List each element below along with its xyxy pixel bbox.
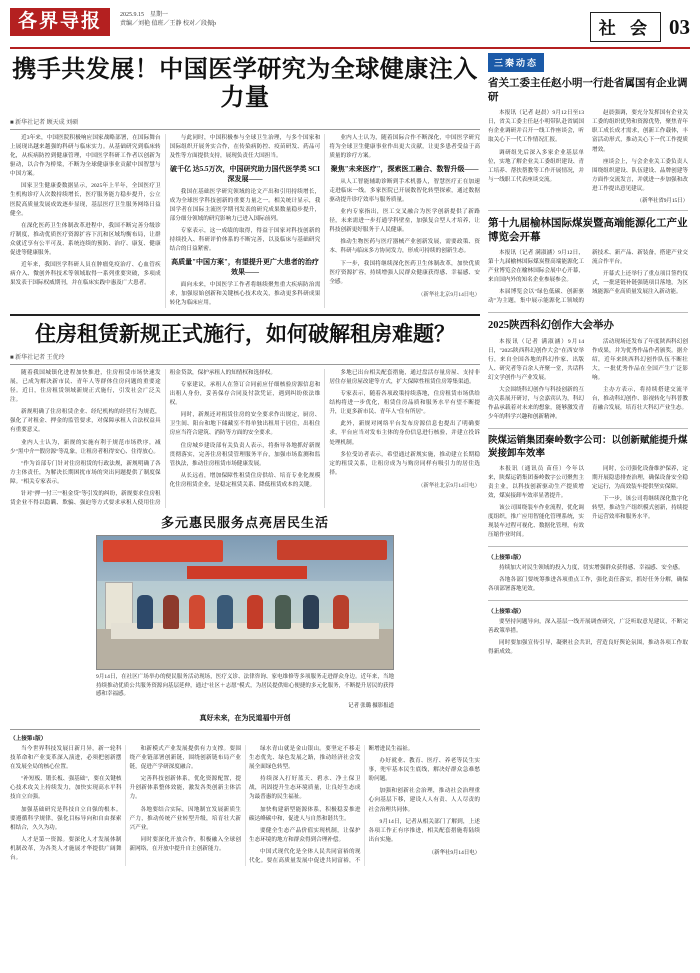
divider	[488, 312, 688, 313]
paragraph: 针对"押一付三""租金贷"等引发的纠纷，新规要求住房租赁企业不得以隐瞒、欺骗、强迫等方式要求承租人使用住房租金贷款，保护承租人的知情权和选择权。	[10, 370, 276, 506]
masthead-credits: 责编／刘艳 值班／王静 校对／段振þ	[120, 21, 217, 28]
paragraph: 同时要加强宣传引导，凝聚社会共识，营造良好舆论氛围，推动各项工作取得新成效。	[488, 640, 688, 656]
paragraph: 随着我国城镇化进程加快推进，住房租赁市场快速发展，已成为解决新市民、青年人等群体住房问题的重要途径。近日，住房租赁领域新规正式施行，引发社会广泛关注。	[10, 370, 161, 404]
paragraph: 加快构建新型能源体系，积极稳妥推进碳达峰碳中和，促进人与自然和谐共生。	[249, 806, 361, 822]
continuation-block-bottom	[488, 607, 688, 657]
paragraph: 赵晨强调，要充分发挥国有企业关工委的组织优势和资源优势，聚焦青年职工成长成才需求，创新工作载体，丰富活动形式，推动关心下一代工作提质增效。	[592, 110, 688, 153]
divider	[10, 314, 480, 316]
subheading: 聚焦"未来医疗"，探索医工融合、数智升级——	[330, 165, 479, 174]
lead-body	[10, 134, 480, 308]
paragraph: 新规明确了住房租赁企业、经纪机构的经营行为规范，强化了对租金、押金的监管要求，对保障承租人合法权益具有重要意义。	[10, 409, 161, 434]
paragraph: 人才是第一资源。要深化人才发展体制机制改革，为各类人才施展才华提供广阔舞台。	[10, 836, 122, 861]
continuation-block-top	[488, 553, 688, 594]
paragraph: 专家建议，承租人在签订合同前应仔细核验房源信息和出租人身份，妥善保存合同及付款凭证，遇到纠纷依法维权。	[169, 382, 321, 407]
divider	[488, 546, 688, 547]
lead-headline: 携手共发展！中国医学研究为全球健康注入力量	[12, 57, 478, 111]
page-columns	[10, 53, 690, 866]
paragraph: 此外，新规对网络平台发布房源信息也提出了明确要求，平台应当对发布主体的身份信息进行核验，并建立投诉处理机制。	[329, 421, 480, 446]
masthead	[10, 8, 690, 49]
bottom-continuation	[10, 745, 480, 866]
paragraph: 业内人士认为，随着国际合作不断深化，中国医学研究将为全球卫生健康事业作出更大贡献，让更多患者受益于高质量的诊疗方案。	[329, 135, 480, 160]
news-byline: 本报讯（记者 满淑涵）9月12日，第十九届榆林国际煤炭暨高端能源化工产业博览会在榆林国际会展中心开幕，来自国内外的知名企业参展参会。	[488, 250, 584, 284]
paragraph: 住房城乡建设部有关负责人表示，将指导各地抓好新规贯彻落实，完善住房租赁管理服务平台，加强市场监测和监管执法，推动住房租赁市场健康发展。	[169, 442, 321, 467]
news-title: 2025陕西科幻创作大会举办	[488, 320, 614, 332]
paragraph: 多位受访者表示，希望通过新规实施，推动建立长期稳定的租赁关系，让租房成为与购房同样有吸引力的居住选择。	[329, 451, 480, 476]
masthead-meta	[120, 8, 216, 30]
paragraph: 各地各部门要统筹推进各项重点工作，强化责任落实，抓好任务分解，确保各项部署落地见效。	[488, 577, 688, 593]
paragraph: 加强和创新社会治理，推动社会治理重心向基层下移，建设人人有责、人人尽责的社会治理共同体。	[368, 788, 480, 813]
lead-byline: ■ 新华社记者 顾天成 刘硕	[10, 117, 480, 130]
paragraph: 专家表示，这一成绩的取得，得益于国家对科技创新的持续投入、科研评价体系的不断完善，以及临床与基础研究结合的日益紧密。	[169, 228, 321, 253]
news-item	[488, 77, 688, 204]
masthead-right	[590, 8, 690, 42]
paragraph: 要坚持问题导向，深入基层一线开展调查研究，广泛听取意见建议，不断完善政策举措。	[488, 619, 688, 635]
photo-feature	[96, 512, 394, 709]
paragraph: 主办方表示，将持续搭建交流平台，推动科幻创作、影视转化与科普教育融合发展，培育壮大科幻产业生态。	[592, 386, 688, 411]
paragraph: 办好就业、教育、医疗、养老等民生实事，兜牢基本民生底线，解决好群众急难愁盼问题。	[368, 758, 480, 783]
news-title: 省关工委主任赵小明一行赴省属国有企业调研	[488, 78, 688, 104]
paragraph: 业内专家指出，医工交叉融合为医学创新提供了新路径，未来需进一步打通学科壁垒，加强复合型人才培养，让科技创新更好服务于人民健康。	[329, 209, 480, 234]
second-body	[10, 369, 480, 508]
bottom-endnote: （新华社9月14日电）	[428, 849, 480, 856]
paragraph: 大会围绕科幻创作与科技创新的互动关系展开研讨，与会嘉宾认为，科幻作品承载着对未来的想象，能够激发青少年的科学兴趣和创新精神。	[488, 386, 584, 420]
left-column	[10, 53, 480, 866]
paragraph: 当今世界科技发展日新月异，新一轮科技革命和产业变革深入演进，必须把创新摆在发展全局的核心位置。	[10, 746, 122, 771]
paragraph: 该公司围绕装车作业流程，优化调度组织，推广应用智能化管理系统，实现装车过程可视化、数据化管理，有效压缩作业时间。	[488, 504, 584, 538]
news-item	[488, 435, 688, 540]
paragraph: 加强基础研究是科技自立自强的根本。要遵循科学规律，强化目标导向和自由探索相结合，久久为功。	[10, 806, 122, 831]
lead-endnote: （新华社北京9月14日电）	[417, 291, 480, 298]
news-endnote: （新华社省9月15日）	[636, 197, 688, 204]
paragraph: 同时，新规还对租赁住房的安全要求作出规定，厨房、卫生间、阳台和地下储藏室不得单独出租用于居住，出租住房应当符合建筑、消防等方面的安全要求。	[169, 412, 321, 437]
paragraph: 从人工智能辅助诊断到手术机器人，智慧医疗正在加速走进临床一线。多家医院已开展数智化转型探索，通过数据驱动提升诊疗效率与服务质量。	[329, 179, 480, 204]
paragraph: 推动生物医药与医疗器械产业创新发展，需要政策、资本、科研与临床多方协同发力，形成可持续的创新生态。	[329, 239, 480, 255]
mid-note: 真好未来，在为民道福中开创	[199, 714, 291, 723]
second-byline: ■ 新华社记者 王优玲	[10, 352, 480, 365]
paragraph: 完善科技创新体系，优化资源配置，提升创新体系整体效能，激发各类创新主体活力。	[129, 776, 241, 801]
paragraph: 下一步，该公司将继续深化数字化转型，推动生产组织模式创新，持续提升运营效率和服务水平。	[592, 495, 688, 520]
paragraph: 面向未来，中国医学工作者将继续聚焦重大疾病防治需求，加强原始创新和关键核心技术攻关，推动更多科研成果转化为临床应用。	[169, 281, 321, 306]
photo-title: 多元惠民服务点亮居民生活	[160, 514, 329, 530]
photo-credit: 记者 张璐 摄影报道	[348, 703, 394, 710]
divider	[488, 600, 688, 601]
paragraph: 和新模式产业发展提供有力支撑。要围绕产业链部署创新链，围绕创新链布局产业链，促进产学研深度融合。	[129, 746, 241, 771]
module-header-sanqin: 三秦动态	[488, 53, 544, 72]
news-item	[488, 217, 688, 307]
paragraph: 近3年来，中国医院积极响应国家战略部署，在国际舞台上展现出越来越强的科研与临床实力。从基础研究到临床转化，从疾病防控到健康管理，中国医学科研工作者以创新为驱动，以合作为桥梁，不断为全球健康事业贡献中国智慧与中国方案。	[10, 135, 161, 178]
paragraph: 本届博览会以"绿色低碳、创新驱动"为主题，集中展示能源化工领域的新技术、新产品、新装备，搭建产业交流合作平台。	[488, 250, 688, 305]
section-name: 社 会	[590, 12, 661, 42]
news-item	[488, 319, 688, 422]
second-headline: 住房租赁新规正式施行，如何破解租房难题？	[35, 321, 455, 346]
paragraph: 从长远看，增加保障性租赁住房供给、培育专业化规模化住房租赁企业，是稳定租赁关系、降低租赁成本的关键。	[169, 472, 321, 488]
divider	[10, 729, 480, 730]
right-column	[488, 53, 688, 866]
paragraph: 持续加大对民生领域的投入力度，切实增强群众获得感、幸福感、安全感。	[499, 564, 684, 571]
paragraph: 专家表示，随着各项政策持续落地，住房租赁市场供给结构将进一步优化，租赁住房品质和服务水平有望不断提升，让更多新市民、青年人"住有所居"。	[329, 391, 480, 416]
continuation-tag: （上接第1版）	[10, 736, 47, 743]
paragraph: "补短板、锻长板、强基础"，要在关键核心技术攻关上持续发力，加快实现高水平科技自立自强。	[10, 776, 122, 801]
subheading: 破千亿 达5.5万次，中国研究助力国代医学类 SCI 深发展——	[170, 165, 320, 184]
paragraph: 与此同时，中国积极参与全球卫生治理，与多个国家和国际组织开展务实合作，在传染病防控、疫苗研发、药品可及性等方面提供支持，展现负责任大国担当。	[169, 135, 321, 160]
newspaper-logo: 各界导报	[10, 8, 110, 36]
masthead-date: 2025.9.15	[120, 12, 145, 18]
divider	[488, 428, 688, 429]
subheading: 高质量"中国方案"，有望提升更广大患者的治疗效果——	[171, 258, 319, 277]
paragraph: 多地已出台相关配套措施，通过盘活存量房屋、支持非居住存量房屋改建等方式，扩大保障性租赁住房筹集渠道。	[329, 370, 480, 386]
paragraph: 近年来，我国医学科研人员在肿瘤免疫治疗、心血管疾病介入、微创外科技术等领域取得一系列重要突破，多项成果发表于国际权威期刊，并在临床实践中惠及广大患者。	[10, 261, 161, 286]
paragraph: 我国在基础医学研究领域的论文产出和引用持续增长，成为全球医学科技创新的重要力量之一。相关统计显示，我国学者在国际主流医学期刊发表的研究成果数量稳步提升，部分细分领域的研究影响力已进入国际前列。	[169, 188, 321, 223]
paragraph: 活动现场还发布了年度陕西科幻创作成果，并为优秀作品作者颁奖。据介绍，近年来陕西科幻创作队伍不断壮大，一批优秀作品在全国产生广泛影响。	[592, 338, 688, 381]
news-byline: 本报讯（记者 赵晨）9月12日至13日，省关工委主任赵小明带队赴省属国有企业调研并召开一线工作座谈会，听取关心下一代工作情况汇报。	[488, 110, 584, 144]
paragraph: 座谈会上，与会企业关工委负责人围绕组织建设、队伍建设、品牌创建等方面作交流发言，并就进一步加强和改进工作提出意见建议。	[592, 158, 688, 192]
news-byline: 本报讯（记者 满淑涵）9月14日，"2025陕西科幻创作大会"在西安举行，来自全国各地的科幻作家、出版人、研究者等百余人齐聚一堂，共话科幻文学创作与产业发展。	[488, 338, 584, 381]
paragraph: 调研组先后深入多家企业基层单位，实地了解企业关工委组织建设、青工培养、帮扶帮教等工作开展情况，并与一线职工代表座谈交流。	[488, 149, 584, 183]
paragraph: 同时要深化开放合作，积极融入全球创新网络，在开放中提升自主创新能力。	[129, 836, 241, 852]
continuation-tag: （上接第3版）	[488, 609, 525, 616]
masthead-weekday: 星期一	[150, 12, 169, 18]
paragraph: 开幕式上还举行了重点项目签约仪式，一批延链补链强链项目落地，为区域能源产业高质量发展注入新动能。	[592, 271, 688, 296]
paragraph: 在深化医药卫生体制改革进程中，我国不断完善分级诊疗制度，推动优质医疗资源扩容下沉和区域均衡布局，让群众就近享有公平可及、系统连续的预防、治疗、康复、健康促进等健康服务。	[10, 222, 161, 256]
paragraph: 要健全生态产品价值实现机制，让保护生态环境的地方和群众得到合理补偿。	[249, 827, 361, 843]
paragraph: 9月14日，记者从相关部门了解到，上述各项工作正有序推进，相关配套措施将陆续出台实施。	[368, 818, 480, 843]
second-endnote: （新华社北京9月14日电）	[417, 482, 480, 489]
photo-image	[96, 535, 394, 670]
divider	[488, 210, 688, 211]
paragraph: 同时，公司强化设备维护保养，定期开展隐患排查治理，确保设备安全稳定运行，为高效装车提供坚实保障。	[592, 465, 688, 490]
paragraph: 下一步，我国将继续深化医药卫生体制改革，加快优质医疗资源扩容，持续增强人民群众健康获得感、幸福感、安全感。	[329, 260, 480, 285]
paragraph: 持续深入打好蓝天、碧水、净土保卫战，巩固提升生态环境质量，让良好生态成为最普惠的民生福祉。	[249, 776, 361, 801]
photo-caption: 9月14日，在社区广场举办的便民服务活动现场，医疗义诊、法律咨询、家电维修等多项服务走进群众身边。近年来，当地持续推动优质公共服务资源向基层延伸，通过"社区＋志愿"模式，为居民提供贴心便捷的多元化服务，不断提升居民的获得感和幸福感。	[96, 673, 394, 698]
page-number: 03	[669, 15, 690, 39]
paragraph: 中国式现代化是全体人民共同富裕的现代化。要在高质量发展中促进共同富裕，不断增进民生福祉。	[249, 746, 414, 864]
news-title: 第十九届榆林国际煤炭暨高端能源化工产业博览会开幕	[488, 217, 688, 243]
paragraph: 业内人士认为，新规的实施有利于规范市场秩序，减少"黑中介""假房源"等乱象，让租房者租得安心、住得放心。	[10, 439, 161, 455]
news-byline: 本报讯（通讯员 苗佳）今年以来，陕煤运销集团秦岭数字公司聚焦主责主业，以科技创新驱动生产提质增效，煤炭接卸车效率显著提升。	[488, 465, 584, 499]
paragraph: 国家卫生健康委数据显示，2025年上半年，全国医疗卫生机构诊疗人次数持续增长，医疗服务能力稳步提升，公立医院高质量发展成效逐步显现，基层医疗卫生服务网络日益健全。	[10, 183, 161, 217]
paragraph: 各地要结合实际，因地制宜发展新质生产力，推动传统产业转型升级，培育壮大新兴产业。	[129, 806, 241, 831]
paragraph: "作为首部专门针对住房租赁的行政法规，新规明确了各方主体责任，为解决长期困扰市场的突出问题提供了制度保障。"相关专家表示。	[10, 460, 161, 485]
continuation-tag: （上接第1版）	[488, 554, 525, 561]
paragraph: 绿水青山就是金山银山。要坚定不移走生态优先、绿色发展之路，推动经济社会发展全面绿色转型。	[249, 746, 361, 771]
news-title: 陕煤运销集团秦岭数字公司：以创新赋能提升煤炭接卸车效率	[488, 435, 688, 459]
